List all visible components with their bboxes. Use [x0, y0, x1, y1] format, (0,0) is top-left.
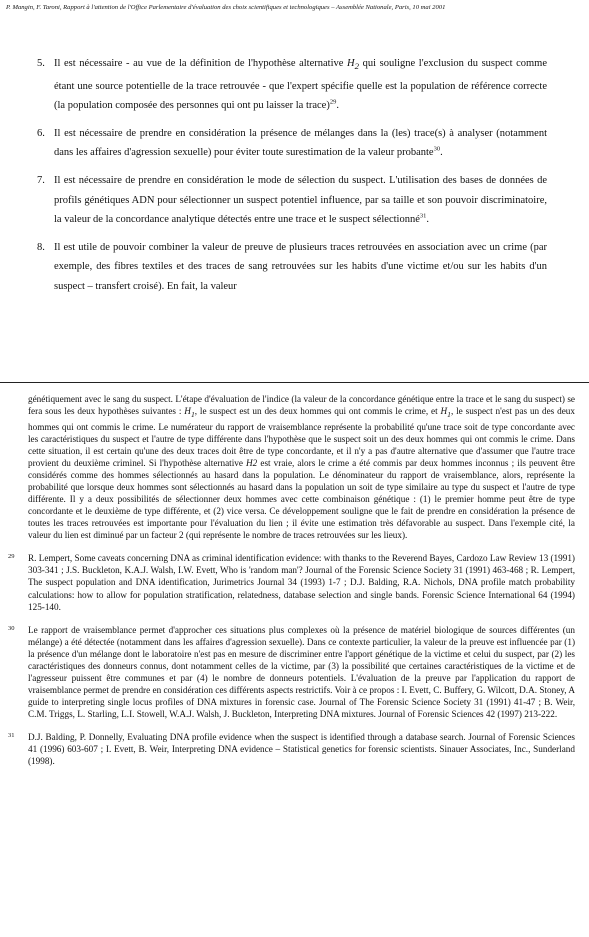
- text-run: génétiquement avec le sang du suspect. L'étape d'évaluation de l'indice (la valeur de la concordance génétique entre la trace et le sang du suspect) se fera sous les deux hypothèses suivantes :: [28, 394, 575, 417]
- running-head: P. Mangin, F. Taroni, Rapport à l'attention de l'Office Parlementaire d'évaluation des choix scientifiques et technologiques – Assemblée Nationale, Paris, 10 mai 2001: [6, 4, 446, 11]
- symbol-subscript: 1: [447, 409, 451, 419]
- text-run: .: [336, 100, 339, 112]
- hypothesis-symbol: $H_1$: [440, 406, 451, 419]
- text-run: qui souligne l'exclusion du suspect comme étant une source potentielle de la trace retrouvée - que l'expert spécifie quelle est la population de référence correcte (la population composée des personnes qui ont pu laisser la trace): [54, 58, 547, 112]
- item-7: [37, 171, 547, 230]
- footnote-continuation: [28, 393, 575, 541]
- footnotes: [8, 393, 575, 767]
- item-8: [37, 238, 547, 297]
- item-number: 5.: [37, 58, 45, 69]
- item-number: 7.: [37, 175, 45, 187]
- footnote-ref: 31: [419, 212, 427, 220]
- footnote-29: [8, 552, 575, 612]
- text-run: est vraie, alors le crime a été commis par deux hommes inconnus ; ils peuvent être considérés comme des hommes sélectionnés au hasard dans la population. Le dénominateur du rapport de vraisemblance, alors, représente la probabilité que lorsque deux hommes sont sélectionnés au hasard dans la population un soit de type similaire au type du suspect et l'autre de type différente. Il y a deux possibilités de sélectionner deux hommes avec cette combinaison génétique : (1) le premier homme peut être de type concordante et le deuxième de type différente, et (2) vice versa. Ce développement souligne que le fait de prendre en considération la présence de toutes les traces retrouvées est importante pour l'évaluation du lien ; il évite une estimation très défavorable au suspect. Dans l'exemple cité, la valeur du lien est diminué par un facteur 2 (qui représente le nombre de traces retrouvées sur les lieux).: [28, 458, 575, 541]
- footnote-ref: 29: [329, 98, 337, 106]
- hypothesis-symbol: $H_2$: [347, 58, 359, 72]
- footnote-text: [28, 731, 575, 767]
- item-text: [54, 124, 547, 163]
- footnote-ref: 30: [433, 145, 441, 153]
- text-run: , le suspect n'est pas un des deux hommes qui ont commis le crime. Le numérateur du rapport de vraisemblance représente la probabilité qu'une trace soit de type concordante avec les caractéristiques du suspect et l'autre de type différente dans l'hypothèse que le suspect soit un des deux hommes qui ont commis le crime. Dans cette situation, il est certain qu'une des deux traces doit être de type concordante, et il n'y a pas d'autre alternative que d'assumer que l'autre trace provient du deuxième criminel. Si l'hypothèse alternative: [28, 406, 575, 469]
- numbered-recommendations: [37, 54, 547, 305]
- text-run: D.J. Balding, P. Donnelly, Evaluating DNA profile evidence when the suspect is identified through a database search. Journal of Forensic Sciences 41 (1996) 603-607 ; I. Evett, B. Weir, Interpreting DNA evidence – Statistical genetics for forensic scientists. Sinauer Associates, Inc., Sunderland (1998).: [28, 732, 575, 767]
- item-6: [37, 124, 547, 163]
- item-text: [54, 238, 547, 297]
- item-number: 6.: [37, 127, 45, 139]
- footnote-number: 31: [8, 732, 15, 739]
- item-5: [37, 54, 547, 116]
- text-run: Il est utile de pouvoir combiner la valeur de preuve de plusieurs traces retrouvées en association avec un crime (par exemple, des fibres textiles et des traces de sang retrouvées sur les habits d'une victime et/ou sur les habits d'un suspect – transfert croisé). En fait, la valeur: [54, 241, 547, 293]
- symbol-subscript: 1: [190, 409, 195, 419]
- text-run: .: [426, 214, 429, 226]
- footnote-number: 29: [8, 553, 15, 561]
- footnote-text: [28, 624, 575, 720]
- text-run: Il est nécessaire de prendre en considération le mode de sélection du suspect. L'utilisation des bases de données de profils génétiques ADN pour sélectionner un suspect potentiel influence, par sa taille et son pouvoir discriminatoire, la valeur de la concordance analytique détectés entre une trace et le suspect sélectionné: [54, 175, 547, 226]
- text-run: .: [440, 147, 443, 159]
- footnote-30: [8, 624, 575, 720]
- item-number: 8.: [37, 241, 45, 253]
- symbol-subscript: 2: [354, 61, 359, 72]
- text-run: , le suspect est un des deux hommes qui ont commis le crime, et: [194, 406, 441, 417]
- text-run: Il est nécessaire - au vue de la définition de l'hypothèse alternative: [54, 58, 348, 69]
- hypothesis-symbol: H2: [246, 458, 258, 469]
- hypothesis-symbol: $H_1$: [184, 406, 195, 419]
- footnote-31: [8, 731, 575, 767]
- footnote-number: 30: [8, 624, 15, 632]
- text-run: R. Lempert, Some caveats concerning DNA as criminal identification evidence: with thanks to the Reverend Bayes, Cardozo Law Review 13 (1991) 303-341 ; J.S. Buckleton, K.A.J. Walsh, I.W. Evett, Who is 'random man'? Journal of the Forensic Science Society 31 (1991) 463-468 ; R. Lempert, The suspect population and DNA identification, Jurimetrics Journal 34 (1993) 1-7 ; D.J. Balding, R.A. Nichols, DNA profile match probability calculations: how to allow for population stratification, relatedness, database selection and single bands. Forensic Science International 64 (1994) 125-140.: [28, 553, 575, 612]
- text-run: Le rapport de vraisemblance permet d'approcher ces situations plus complexes où la présence de matériel biologique de sources différentes (un mélange) a été détectée (notamment dans les affaires d'agression sexuelle). Dans ce contexte particulier, la valeur de la preuve est influencée par (1) la présence d'un mélange dont le laboratoire n'est pas en mesure de discriminer entre l'apport génétique de la victime et celui du suspect, par (2) les caractéristiques des donneurs connus, dont notamment celles de la victime, par (3) la possibilité que certaines caractéristiques de la victime et de l'agresseur puissent être communes et par (4) le nombre de donneurs potentiels. L'évaluation de la preuve par l'application du rapport de vraisemblance permet de prendre en considération ces différents aspects restrictifs. Voir à ce propos : I. Evett, C. Buffery, G. Wilcott, D.A. Stoney, A guide to interpreting single locus profiles of DNA mixtures in forensic case. Journal of The Forensic Science Society 31 (1991) 41-47 ; B. Weir, C.M. Triggs, L. Starling, L.I. Stowell, W.A.J. Walsh, J. Buckleton, Interpreting DNA mixtures. Journal of Forensic Sciences 42 (1997) 213-222.: [28, 624, 575, 719]
- text-run: Il est nécessaire de prendre en considération la présence de mélanges dans la (les) trace(s) à analyser (notamment dans les affaires d'agression sexuelle) pour éviter toute surestimation de la valeur probante: [54, 127, 547, 159]
- item-text: [54, 54, 547, 116]
- footnote-text: [28, 552, 575, 612]
- footnote-separator: [0, 382, 589, 383]
- item-text: [54, 171, 547, 230]
